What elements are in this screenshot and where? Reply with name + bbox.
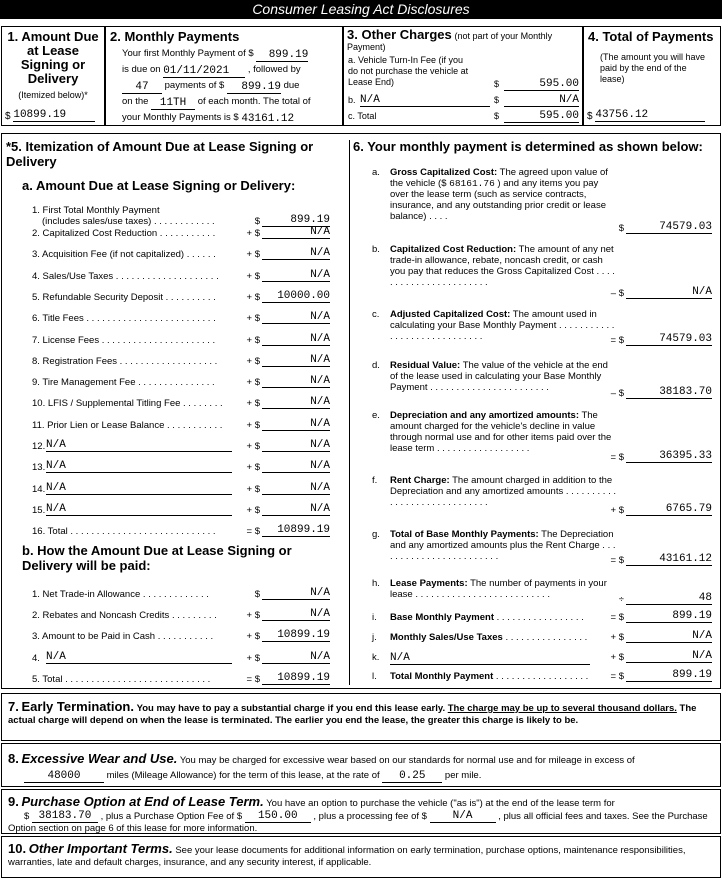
box3-header <box>344 27 582 53</box>
s5a-item-op: + $ <box>246 270 260 282</box>
s6-item-text: Total Monthly Payment . . . . . . . . . . . . . . . . . . <box>390 671 589 682</box>
s5a-item-op: + $ <box>246 462 260 474</box>
box4-note: (The amount you will have paid by the end of the lease) <box>600 52 706 84</box>
s5b-title: b. How the Amount Due at Lease Signing or Delivery will be paid: <box>22 543 292 573</box>
s6-item-value: 43161.12 <box>626 553 712 566</box>
s6-item-text: Residual Value: The value of the vehicle at the end of the lease used in calculating your Base Monthly Payment . . . . . . . . . . . . . . . . . . . . . . . <box>390 360 608 393</box>
s7-title: Early Termination. <box>21 699 134 714</box>
s5a-item-op: $ <box>254 216 260 227</box>
box-amount-due <box>1 26 105 126</box>
s5a-item-op: + $ <box>246 313 260 325</box>
s5b-item-value: 10899.19 <box>262 672 330 685</box>
s9-num: 9. <box>8 794 19 809</box>
box3-b-prefix: b. <box>348 95 356 105</box>
s5a-item-label: 13. <box>32 462 46 474</box>
s5-title: *5. Itemization of Amount Due at Lease Signing or Delivery <box>6 139 314 169</box>
s6-item-value: 899.19 <box>626 669 712 682</box>
s5b-item-value: 10899.19 <box>262 629 330 642</box>
s5b-item-label: 2. Rebates and Noncash Credits . . . . . . . . . <box>32 610 217 622</box>
s6-item-value: N/A <box>626 630 712 643</box>
s6-item-text: N/A <box>390 652 616 665</box>
box2-t3: , followed by <box>247 64 301 75</box>
s6-item-op: = $ <box>610 452 624 463</box>
s7-underline: The charge may be up to several thousand dollars. <box>447 703 677 714</box>
s6-item-value: 36395.33 <box>626 450 712 463</box>
box-monthly-payments <box>105 26 343 126</box>
s9-t3: , plus a processing fee of $ <box>313 811 427 822</box>
s6-item-letter: b. <box>372 244 380 255</box>
banner-title: Consumer Leasing Act Disclosures <box>0 0 722 19</box>
s5a-item-op: + $ <box>246 334 260 346</box>
due-day: 11TH <box>151 97 195 110</box>
s5b-item-label: 4. <box>32 652 40 664</box>
s6-item-letter: f. <box>372 475 378 486</box>
s6-item-letter: j. <box>372 632 377 643</box>
s5a-item-value: N/A <box>262 247 330 260</box>
s9-t2: , plus a Purchase Option Fee of $ <box>100 811 243 822</box>
s5a-item-value: 10899.19 <box>262 524 330 537</box>
s5a-item-label: 5. Refundable Security Deposit . . . . . . . . . . <box>32 291 216 303</box>
s5b-item-op: + $ <box>246 610 260 622</box>
box3-title-note: (not part of your Monthly Payment) <box>347 31 553 52</box>
s6-item-letter: d. <box>372 360 380 371</box>
s9-text: 9. Purchase Option at End of Lease Term. You have an option to purchase the vehicle ("as is") at the end of the lease term for $ 38183.70 , plus a Purchase Option Fee of $ 150.00 , plus a processing fee of $ N/A , plus all official fees and taxes. See the Purchase Option section on page 6 of this lease for more information. <box>8 794 708 834</box>
s6-item-letter: h. <box>372 578 380 589</box>
s8-title: Excessive Wear and Use. <box>21 751 178 766</box>
s5a-item-value: N/A <box>262 418 330 431</box>
s5a-item-value: N/A <box>262 354 330 367</box>
s5a-item-label: 7. License Fees . . . . . . . . . . . . . . . . . . . . . . <box>32 334 216 346</box>
box1-note: (Itemized below)* <box>18 90 88 100</box>
s5a-item-value: 899.19 <box>262 214 330 227</box>
mileage-rate: 0.25 <box>382 770 442 783</box>
s6-item-value: N/A <box>626 286 712 299</box>
s6-item-text: Depreciation and any amortized amounts: The amount charged for the vehicle's decline in value through normal use and for other items paid over the lease term . . . . . . . . . . . . . . . . . . <box>390 410 612 454</box>
s6-item-letter: e. <box>372 410 380 421</box>
s10-body: See your lease documents for additional information on early termination, purchase options, maintenance responsibilities, warranties, late and default charges, insurance, and any security interest, if applicable. <box>8 845 686 868</box>
box3-b-label: N/A <box>360 94 490 107</box>
s6-item-value: 38183.70 <box>626 386 712 399</box>
box4-title: 4. Total of Payments <box>588 29 714 44</box>
box3-a-label: a. Vehicle Turn-In Fee (if you do not purchase the vehicle at Lease End) <box>348 55 469 87</box>
s5a-item-label: 1. First Total Monthly Payment <box>32 205 160 216</box>
box2-t7: of each month. The total of <box>197 96 311 107</box>
box3-c-label: c. Total <box>348 111 377 121</box>
box2-t8: your Monthly Payments is $ <box>122 112 239 123</box>
s5a-item-label: 3. Acquisition Fee (if not capitalized) . . . . . . <box>32 249 216 261</box>
s6-item-value: 74579.03 <box>626 221 712 234</box>
s5a-item-value: N/A <box>262 460 330 473</box>
s6-item-op: $ <box>618 223 624 234</box>
s6-item-letter: g. <box>372 529 380 540</box>
s5a-item-label: 12. <box>32 441 46 452</box>
monthly-total: 43161.12 <box>241 113 303 126</box>
s6-item-op: = $ <box>610 612 624 623</box>
s5a-item-value: N/A <box>262 503 330 516</box>
s6-item-letter: k. <box>372 652 380 663</box>
s5b-item-op: $ <box>254 589 260 600</box>
s6-title: 6. Your monthly payment is determined as shown below: <box>353 139 703 154</box>
s6-item-value: 48 <box>626 592 712 605</box>
s5a-item-value: N/A <box>262 226 330 239</box>
box4-amount: 43756.12 <box>595 109 705 122</box>
s8-t3: per mile. <box>444 770 482 781</box>
box3-c-dollar: $ <box>494 111 500 121</box>
s5a-item-op: + $ <box>246 291 260 303</box>
s8-text <box>8 751 716 783</box>
s6-item-text: Monthly Sales/Use Taxes . . . . . . . . . . . . . . . . <box>390 632 588 643</box>
s9-title: Purchase Option at End of Lease Term. <box>21 794 264 809</box>
s6-item-text: Base Monthly Payment . . . . . . . . . . . . . . . . . <box>390 612 584 623</box>
first-payment: 899.19 <box>256 49 308 62</box>
s6-item-op: + $ <box>610 505 624 516</box>
s5a-item-op: + $ <box>246 228 260 239</box>
mileage-allowance: 48000 <box>24 770 104 783</box>
s5a-title: a. Amount Due at Lease Signing or Delivery: <box>22 178 296 193</box>
s5a-item-op: = $ <box>246 526 260 538</box>
s5a-item-op: + $ <box>246 441 260 452</box>
s5a-item-op: + $ <box>246 377 260 389</box>
s5a-item-label: 6. Title Fees . . . . . . . . . . . . . . . . . . . . . . . . . <box>32 313 216 325</box>
s7-text <box>8 701 716 727</box>
s5a-item-label: 2. Capitalized Cost Reduction . . . . . . . . . . . <box>32 228 216 239</box>
s5a-item-label: 16. Total . . . . . . . . . . . . . . . . . . . . . . . . . . . . <box>32 526 216 538</box>
box1-title: 1. Amount Due at Lease Signing or Delivery <box>7 29 99 86</box>
s6-item-value: 74579.03 <box>626 333 712 346</box>
s6-item-letter: c. <box>372 309 380 320</box>
s5b-item-op: = $ <box>246 673 260 685</box>
s6-item-text: Rent Charge: The amount charged in addition to the Depreciation and any amortized amounts . . . . . . . . . . . . . . . . . . . . . . . . . . . . . <box>390 475 616 508</box>
s5a-item-label2: (includes sales/use taxes) . . . . . . . . . . . . <box>42 216 215 227</box>
s5a-item-fill: N/A <box>46 482 232 495</box>
s5a-item-label: 4. Sales/Use Taxes . . . . . . . . . . . . . . . . . . . . <box>32 270 219 282</box>
s6-item-op: = $ <box>610 671 624 682</box>
s6-item-text: Lease Payments: The number of payments in your lease . . . . . . . . . . . . . . . . . . . . . . . . . . <box>390 578 607 600</box>
s5a-item-value: N/A <box>262 375 330 388</box>
box2-title: 2. Monthly Payments <box>110 29 240 44</box>
s8-t2: miles (Mileage Allowance) for the term of this lease, at the rate of <box>106 770 380 781</box>
s5b-item-op: + $ <box>246 652 260 664</box>
box2-t5: due <box>283 80 300 91</box>
s5a-item-label: 11. Prior Lien or Lease Balance . . . . . . . . . . . <box>32 419 223 431</box>
s8-t1: You may be charged for excessive wear based on our standards for normal use and for mileage in excess of <box>179 755 635 766</box>
s5a-item-op: + $ <box>246 355 260 367</box>
box2-t2: is due on <box>122 64 161 75</box>
s7-num: 7. <box>8 699 19 714</box>
s5a-item-value: N/A <box>262 482 330 495</box>
s5a-item-fill: N/A <box>46 503 232 516</box>
s5b-item-op: + $ <box>246 631 260 643</box>
purchase-option-fee: 150.00 <box>245 810 311 823</box>
box3-b-amount: N/A <box>504 94 579 107</box>
s5a-item-value: N/A <box>262 439 330 452</box>
box1-amount: 10899.19 <box>13 109 95 122</box>
box3-b-dollar: $ <box>494 95 500 105</box>
s5a-item-value: N/A <box>262 396 330 409</box>
box-total-payments <box>583 26 721 126</box>
box3-a-dollar: $ <box>494 79 500 89</box>
s5b-item-label: 5. Total . . . . . . . . . . . . . . . . . . . . . . . . . . . . <box>32 673 211 685</box>
s6-item-op: – $ <box>610 388 624 399</box>
s5b-item-label: 3. Amount to be Paid in Cash . . . . . . . . . . . <box>32 631 214 643</box>
s6-item-op: + $ <box>610 652 624 663</box>
s6-item-text: Total of Base Monthly Payments: The Depreciation and any amortized amounts plus the Rent Charge . . . . . . . . . . . . . . . . . . . . . . . . <box>390 529 616 562</box>
s7-bold: You may have to pay a substantial charge if you end this lease early. <box>136 703 446 714</box>
s6-item-letter: l. <box>372 671 377 682</box>
s5a-item-op: + $ <box>246 483 260 495</box>
s6-item-op: – $ <box>610 288 624 299</box>
num-payments: 47 <box>122 81 162 94</box>
box2-t1: Your first Monthly Payment of $ <box>122 48 254 59</box>
s10-num: 10. <box>8 841 27 856</box>
s5a-item-label: 8. Registration Fees . . . . . . . . . . . . . . . . . . . <box>32 355 218 367</box>
due-date: 01/11/2021 <box>163 65 245 78</box>
s5b-item-value: N/A <box>262 608 330 621</box>
s5a-item-label: 15. <box>32 504 46 516</box>
box1-amount-row: $ 10899.19 <box>5 109 95 122</box>
s5a-item-value: N/A <box>262 311 330 324</box>
s5a-item-label: 9. Tire Management Fee . . . . . . . . . . . . . . . <box>32 377 215 389</box>
s5b-item-label: 1. Net Trade-in Allowance . . . . . . . . . . . . . <box>32 589 209 600</box>
s5a-item-op: + $ <box>246 249 260 261</box>
s5a-item-op: + $ <box>246 419 260 431</box>
box3-a-amount: 595.00 <box>504 78 579 91</box>
box2-text <box>106 44 342 126</box>
s6-item-op: = $ <box>610 335 624 346</box>
box4-amount-row: $ 43756.12 <box>587 109 705 122</box>
s5a-item-value: N/A <box>262 333 330 346</box>
s6-item-op: + $ <box>610 632 624 643</box>
s6-item-text: Gross Capitalized Cost: The agreed upon value of the vehicle ($ 68161.76 ) and any items you pay over the lease term (such as service contracts, insurance, and any outstanding prior credit or lease balance) . . . . <box>390 167 608 222</box>
s9-t4: , plus all official fees and taxes. See the Purchase Option section on page 6 of this lease for more information. <box>8 811 708 834</box>
s5a-item-op: + $ <box>246 504 260 516</box>
s6-item-op: ÷ <box>618 594 624 605</box>
s6-item-value: 6765.79 <box>626 503 712 516</box>
s5a-item-label: 14. <box>32 483 46 495</box>
s6-item-op: = $ <box>610 555 624 566</box>
box2-t6: on the <box>122 96 149 107</box>
box-other-charges <box>343 26 583 126</box>
purchase-price: 38183.70 <box>32 810 98 823</box>
s10-text <box>8 843 716 869</box>
s8-num: 8. <box>8 751 19 766</box>
s5b-item-fill: N/A <box>46 651 232 664</box>
s6-item-text: Adjusted Capitalized Cost: The amount used in calculating your Base Monthly Payment . . . . . . . . . . . . . . . . . . . . . . . . . . . . . <box>390 309 615 342</box>
payment-amount: 899.19 <box>227 81 281 94</box>
s5a-item-label: 10. LFIS / Supplemental Titling Fee . . . . . . . . <box>32 398 223 410</box>
processing-fee: N/A <box>430 810 496 823</box>
s5a-item-value: 10000.00 <box>262 290 330 303</box>
middle-divider <box>349 140 350 685</box>
s5a-item-op: + $ <box>246 398 260 410</box>
s6-item-letter: a. <box>372 167 380 178</box>
s6-item-value: N/A <box>626 650 712 663</box>
s5a-item-value: N/A <box>262 269 330 282</box>
s7-rest: The actual charge will depend on when the lease is terminated. The earlier you end the lease, the greater this charge is likely to be. <box>8 703 697 726</box>
s6-item-text: Capitalized Cost Reduction: The amount of any net trade-in allowance, rebate, noncash credit, or cash you pay that reduces the Gross Capitalized Cost . . . . . . . . . . . . . . . . . . . . . . . <box>390 244 615 288</box>
s10-title: Other Important Terms. <box>28 841 173 856</box>
s5b-item-value: N/A <box>262 587 330 600</box>
box3-title: 3. Other Charges <box>347 27 452 42</box>
box2-t4: payments of $ <box>164 80 225 91</box>
s5a-item-fill: N/A <box>46 460 232 473</box>
box3-c-amount: 595.00 <box>504 110 579 123</box>
s5a-item-fill: N/A <box>46 439 232 452</box>
s5b-item-value: N/A <box>262 651 330 664</box>
s9-t1: You have an option to purchase the vehicle ("as is") at the end of the lease term for <box>266 798 615 809</box>
s6-item-value: 899.19 <box>626 610 712 623</box>
s6-item-letter: i. <box>372 612 377 623</box>
